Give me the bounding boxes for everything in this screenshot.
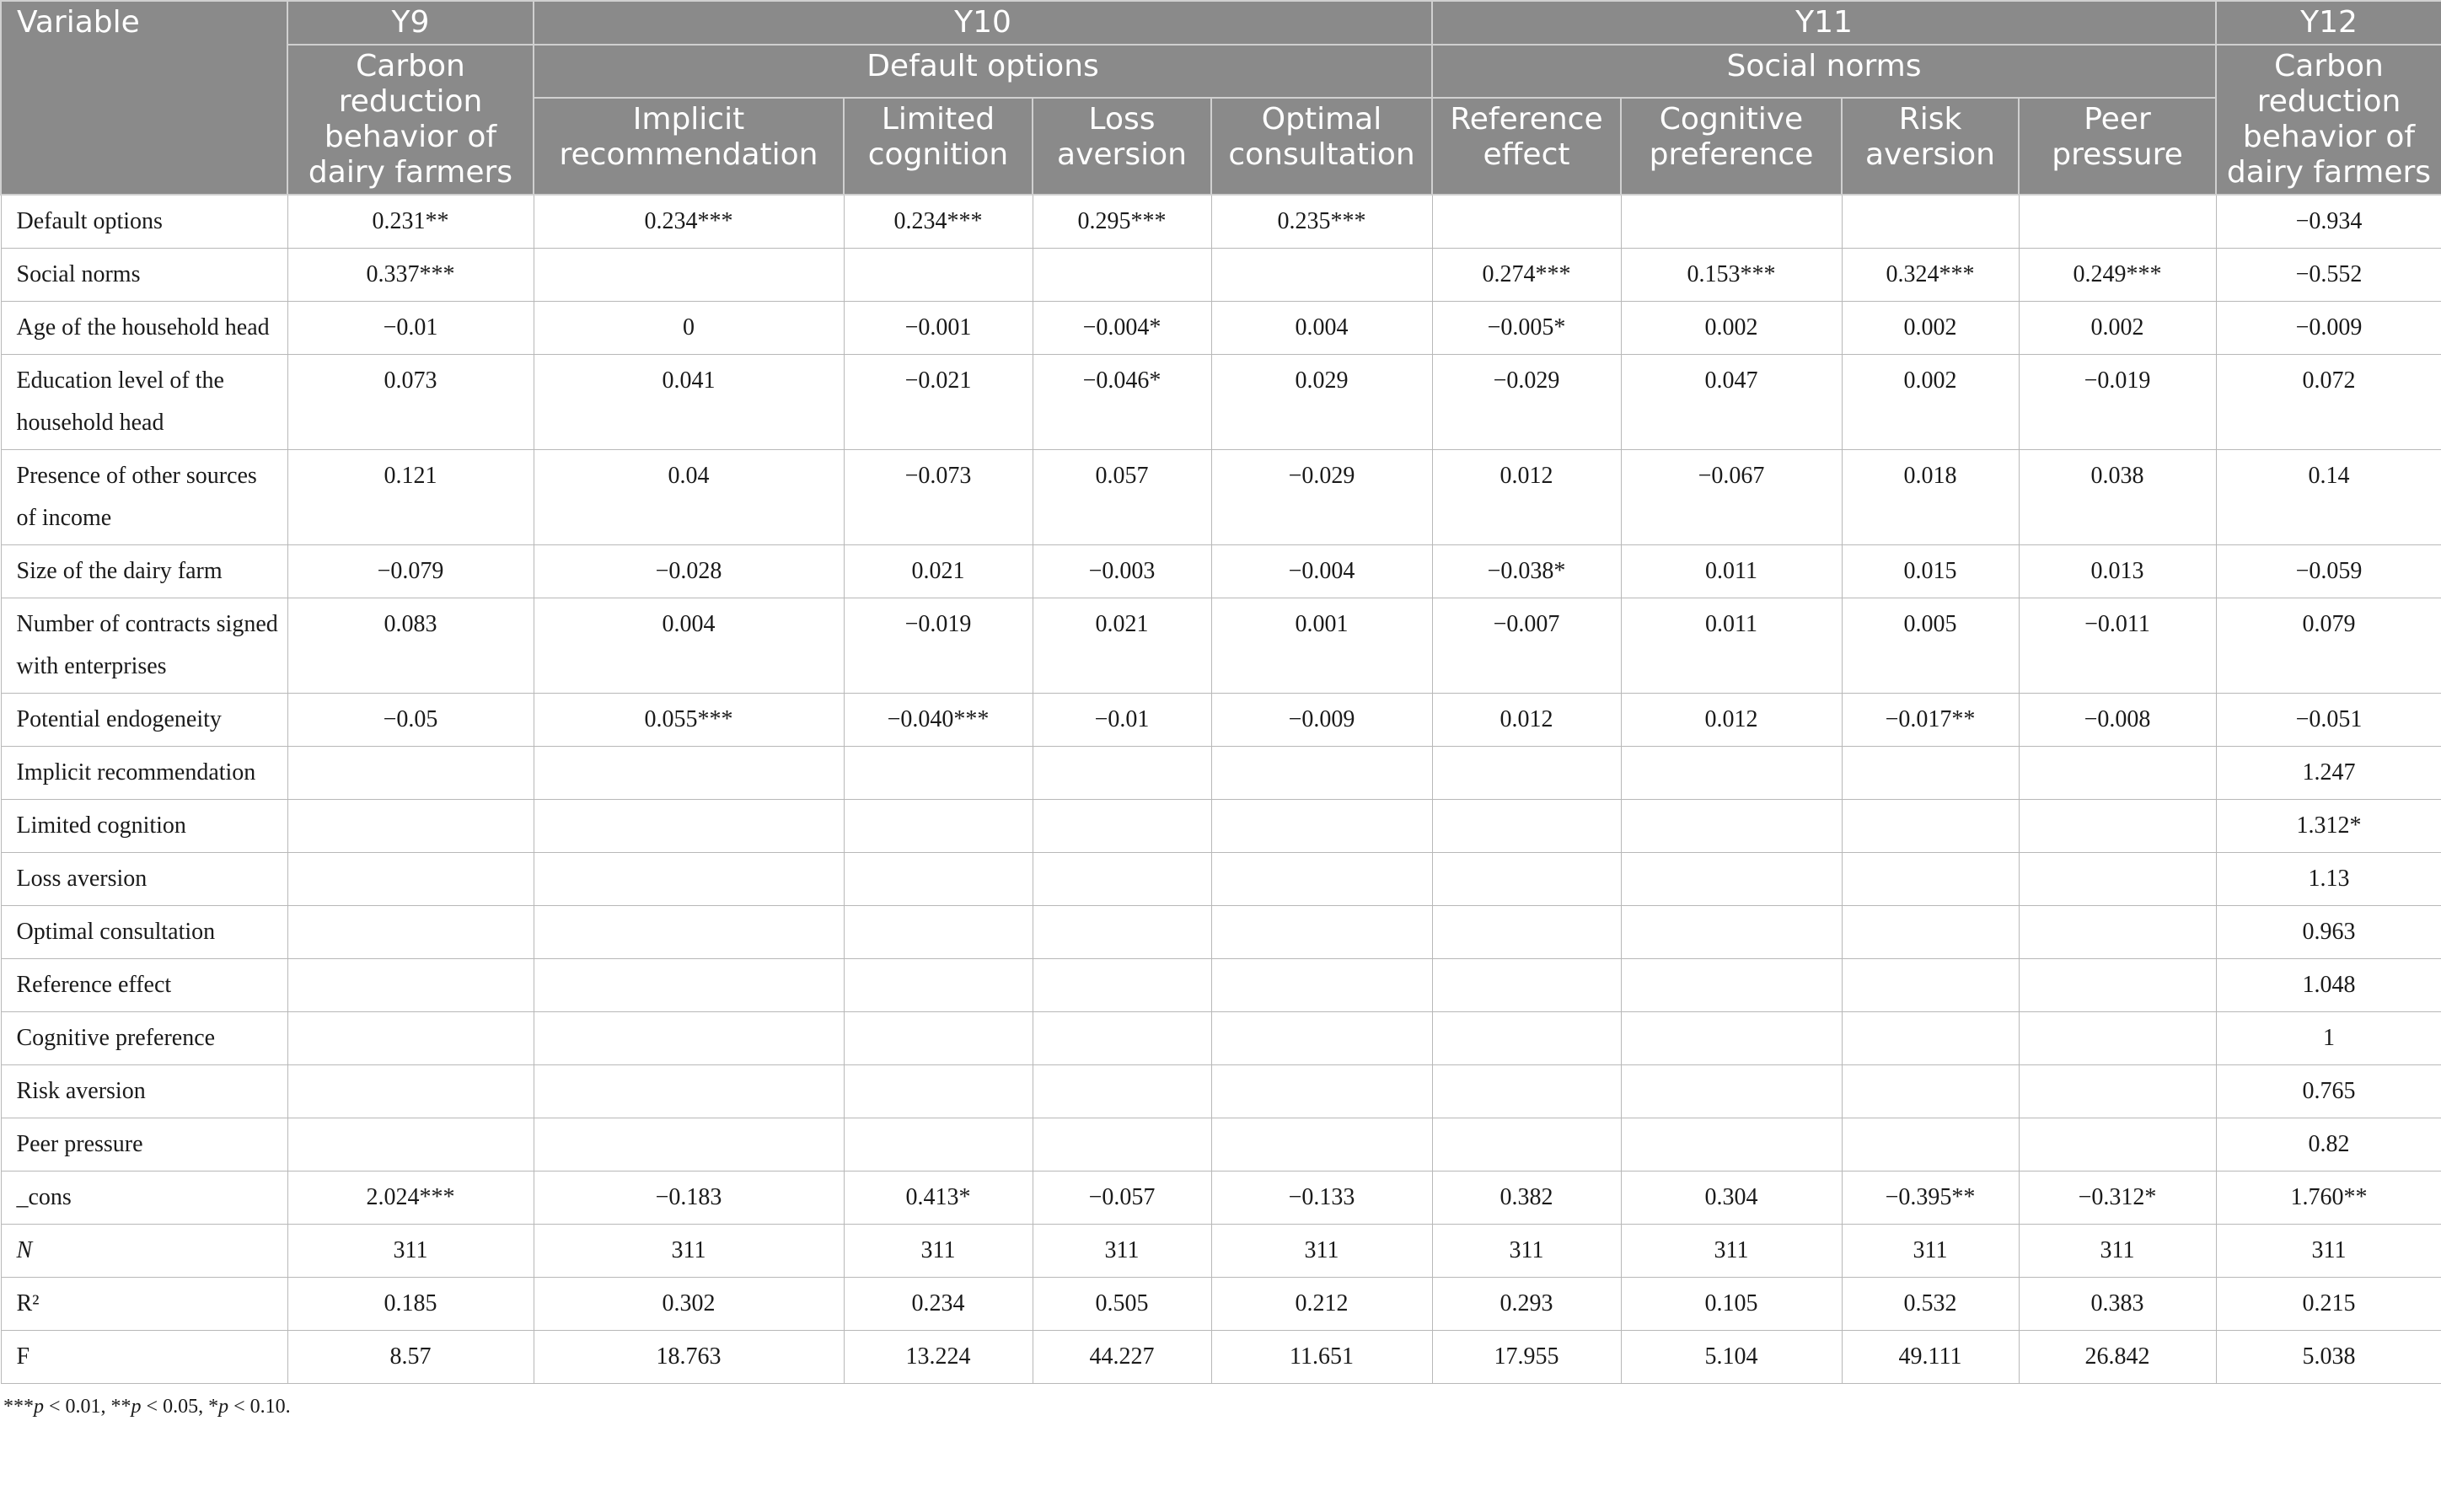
table-cell (534, 1012, 844, 1065)
table-cell: 0.293 (1432, 1278, 1621, 1331)
table-cell: −0.05 (287, 694, 534, 747)
table-cell (844, 1012, 1033, 1065)
table-cell (1621, 800, 1842, 853)
table-row (1, 1225, 2441, 1278)
table-cell: 0.295*** (1033, 195, 1211, 249)
table-cell: 0.001 (1211, 598, 1432, 694)
table-cell (844, 853, 1033, 906)
table-cell (1432, 747, 1621, 800)
header-y12-dependent: Carbon reduction behavior of dairy farmers (2216, 45, 2441, 195)
table-cell: 311 (1621, 1225, 1842, 1278)
row-label: _cons (1, 1172, 287, 1225)
table-cell: −0.046* (1033, 355, 1211, 450)
table-row (1, 355, 2441, 450)
row-label: R² (1, 1278, 287, 1331)
table-cell: 1 (2216, 1012, 2441, 1065)
table-cell (844, 1065, 1033, 1118)
table-cell: 0.011 (1621, 598, 1842, 694)
table-cell: 0.505 (1033, 1278, 1211, 1331)
row-label: Presence of other sources of income (1, 450, 287, 545)
table-cell: −0.017** (1842, 694, 2019, 747)
table-cell (2019, 853, 2216, 906)
table-cell (844, 1118, 1033, 1172)
table-cell: 1.048 (2216, 959, 2441, 1012)
header-cognitive-preference: Cognitive preference (1621, 98, 1842, 195)
table-cell: 311 (1432, 1225, 1621, 1278)
table-cell (1211, 1118, 1432, 1172)
header-limited-cognition: Limited cognition (844, 98, 1033, 195)
table-cell: 0.121 (287, 450, 534, 545)
table-cell (1211, 959, 1432, 1012)
table-row (1, 450, 2441, 545)
row-label: Social norms (1, 249, 287, 302)
table-cell (2019, 1065, 2216, 1118)
header-peer-pressure: Peer pressure (2019, 98, 2216, 195)
table-cell (2019, 906, 2216, 959)
table-cell (844, 800, 1033, 853)
header-variable: Variable (1, 1, 287, 195)
table-cell: −0.019 (2019, 355, 2216, 450)
table-cell: 1.760** (2216, 1172, 2441, 1225)
table-cell: 0.002 (1842, 355, 2019, 450)
table-cell: −0.312* (2019, 1172, 2216, 1225)
table-cell (2019, 959, 2216, 1012)
table-cell: 49.111 (1842, 1331, 2019, 1384)
table-cell: −0.067 (1621, 450, 1842, 545)
table-cell: 0.212 (1211, 1278, 1432, 1331)
table-cell (1432, 800, 1621, 853)
table-cell (287, 1012, 534, 1065)
header-optimal-consultation: Optimal consultation (1211, 98, 1432, 195)
table-cell: −0.004 (1211, 545, 1432, 598)
table-row (1, 195, 2441, 249)
table-row (1, 906, 2441, 959)
table-cell: 0.235*** (1211, 195, 1432, 249)
row-label: Education level of the household head (1, 355, 287, 450)
table-cell: 311 (844, 1225, 1033, 1278)
table-cell: 0.012 (1432, 694, 1621, 747)
table-cell: 0.073 (287, 355, 534, 450)
table-cell (844, 747, 1033, 800)
table-cell: 0.14 (2216, 450, 2441, 545)
table-cell (534, 853, 844, 906)
table-cell (1621, 853, 1842, 906)
table-cell: −0.001 (844, 302, 1033, 355)
header-y10-dependent: Default options (534, 45, 1432, 98)
header-loss-aversion: Loss aversion (1033, 98, 1211, 195)
row-label: Potential endogeneity (1, 694, 287, 747)
table-cell: 0.231** (287, 195, 534, 249)
table-cell: 0.234*** (534, 195, 844, 249)
table-cell: 311 (1211, 1225, 1432, 1278)
row-label: Cognitive preference (1, 1012, 287, 1065)
table-cell (1621, 747, 1842, 800)
table-cell (1432, 906, 1621, 959)
table-cell: −0.552 (2216, 249, 2441, 302)
table-cell: 0.072 (2216, 355, 2441, 450)
table-cell: −0.079 (287, 545, 534, 598)
table-cell (1842, 800, 2019, 853)
table-cell: 2.024*** (287, 1172, 534, 1225)
table-cell: 0.029 (1211, 355, 1432, 450)
table-cell (1033, 747, 1211, 800)
table-row (1, 800, 2441, 853)
table-cell (1211, 800, 1432, 853)
table-cell (2019, 747, 2216, 800)
table-row (1, 1331, 2441, 1384)
table-row (1, 1172, 2441, 1225)
table-cell (1621, 959, 1842, 1012)
table-cell: 1.247 (2216, 747, 2441, 800)
table-cell (1842, 853, 2019, 906)
table-cell (1211, 747, 1432, 800)
table-cell (1033, 906, 1211, 959)
table-cell: −0.051 (2216, 694, 2441, 747)
table-cell (1033, 1012, 1211, 1065)
table-cell: −0.934 (2216, 195, 2441, 249)
table-cell: −0.009 (1211, 694, 1432, 747)
table-cell: −0.01 (1033, 694, 1211, 747)
table-cell (1033, 800, 1211, 853)
row-label: Limited cognition (1, 800, 287, 853)
table-cell (1621, 1118, 1842, 1172)
significance-footnote: ***p < 0.01, **p < 0.05, *p < 0.10. (3, 1396, 291, 1418)
table-body (1, 195, 2441, 1384)
table-cell: 0 (534, 302, 844, 355)
table-cell (534, 1118, 844, 1172)
table-cell (534, 1065, 844, 1118)
table-cell: 8.57 (287, 1331, 534, 1384)
table-cell (1432, 853, 1621, 906)
row-label: Reference effect (1, 959, 287, 1012)
table-cell (1842, 747, 2019, 800)
table-cell (1621, 195, 1842, 249)
table-cell (534, 906, 844, 959)
table-cell: 0.324*** (1842, 249, 2019, 302)
header-y11-dependent: Social norms (1432, 45, 2216, 98)
header-risk-aversion: Risk aversion (1842, 98, 2019, 195)
table-cell: 0.004 (534, 598, 844, 694)
table-cell (1842, 1012, 2019, 1065)
table-cell: −0.007 (1432, 598, 1621, 694)
table-cell (2019, 800, 2216, 853)
table-cell (1432, 195, 1621, 249)
table-cell (1211, 1012, 1432, 1065)
row-label: Number of contracts signed with enterprises (1, 598, 287, 694)
table-cell: 0.215 (2216, 1278, 2441, 1331)
table-cell: 0.002 (1621, 302, 1842, 355)
table-row (1, 747, 2441, 800)
header-y9: Y9 (287, 1, 534, 45)
table-cell: 0.382 (1432, 1172, 1621, 1225)
table-cell: 0.153*** (1621, 249, 1842, 302)
table-cell: 0.383 (2019, 1278, 2216, 1331)
table-header (1, 1, 2441, 195)
table-cell (1432, 1065, 1621, 1118)
table-cell: 0.274*** (1432, 249, 1621, 302)
row-label: Optimal consultation (1, 906, 287, 959)
table-cell (534, 747, 844, 800)
table-cell: 11.651 (1211, 1331, 1432, 1384)
table-cell (1842, 959, 2019, 1012)
table-cell (534, 800, 844, 853)
table-cell: 311 (287, 1225, 534, 1278)
table-cell: 0.963 (2216, 906, 2441, 959)
table-cell: 0.002 (2019, 302, 2216, 355)
table-row (1, 545, 2441, 598)
table-cell: 0.249*** (2019, 249, 2216, 302)
table-cell (1211, 853, 1432, 906)
table-cell (1432, 1118, 1621, 1172)
table-cell (287, 1065, 534, 1118)
table-cell: −0.029 (1432, 355, 1621, 450)
table-cell: 1.13 (2216, 853, 2441, 906)
table-cell: 0.302 (534, 1278, 844, 1331)
row-label: Size of the dairy farm (1, 545, 287, 598)
table-cell: 0.04 (534, 450, 844, 545)
table-cell: −0.040*** (844, 694, 1033, 747)
table-cell (287, 747, 534, 800)
table-cell: 17.955 (1432, 1331, 1621, 1384)
table-cell: −0.057 (1033, 1172, 1211, 1225)
table-cell (1033, 1065, 1211, 1118)
table-cell: 13.224 (844, 1331, 1033, 1384)
table-cell (1842, 1118, 2019, 1172)
table-cell: −0.005* (1432, 302, 1621, 355)
table-cell: 311 (2216, 1225, 2441, 1278)
table-cell (1621, 906, 1842, 959)
table-cell: 0.055*** (534, 694, 844, 747)
table-cell: 0.185 (287, 1278, 534, 1331)
table-cell (1033, 1118, 1211, 1172)
row-label: Default options (1, 195, 287, 249)
table-cell: 0.413* (844, 1172, 1033, 1225)
table-cell (2019, 195, 2216, 249)
table-cell (1033, 959, 1211, 1012)
table-cell: 0.079 (2216, 598, 2441, 694)
table-cell (844, 249, 1033, 302)
table-cell: 44.227 (1033, 1331, 1211, 1384)
table-cell: 0.021 (844, 545, 1033, 598)
table-cell: 0.005 (1842, 598, 2019, 694)
table-cell (1432, 959, 1621, 1012)
table-cell: −0.073 (844, 450, 1033, 545)
table-cell (1621, 1065, 1842, 1118)
table-cell: 311 (534, 1225, 844, 1278)
table-cell (287, 800, 534, 853)
table-cell: 0.304 (1621, 1172, 1842, 1225)
table-cell (2019, 1118, 2216, 1172)
table-row (1, 249, 2441, 302)
table-cell (287, 959, 534, 1012)
table-cell (287, 853, 534, 906)
table-cell: −0.029 (1211, 450, 1432, 545)
table-cell: −0.021 (844, 355, 1033, 450)
table-cell: −0.01 (287, 302, 534, 355)
table-row (1, 959, 2441, 1012)
table-row (1, 1278, 2441, 1331)
table-cell: −0.133 (1211, 1172, 1432, 1225)
table-cell: −0.019 (844, 598, 1033, 694)
table-cell (1432, 1012, 1621, 1065)
table-cell: 0.105 (1621, 1278, 1842, 1331)
header-y11: Y11 (1432, 1, 2216, 45)
table-row (1, 853, 2441, 906)
table-cell: 0.011 (1621, 545, 1842, 598)
table-cell (1211, 249, 1432, 302)
table-cell: 5.038 (2216, 1331, 2441, 1384)
table-cell: 0.012 (1621, 694, 1842, 747)
table-cell: −0.009 (2216, 302, 2441, 355)
table-row (1, 598, 2441, 694)
table-row (1, 302, 2441, 355)
table-cell: 0.018 (1842, 450, 2019, 545)
table-cell: −0.003 (1033, 545, 1211, 598)
table-cell (287, 906, 534, 959)
table-cell (1211, 1065, 1432, 1118)
table-cell: 0.532 (1842, 1278, 2019, 1331)
table-row (1, 1012, 2441, 1065)
table-cell (287, 1118, 534, 1172)
header-y9-dependent: Carbon reduction behavior of dairy farmers (287, 45, 534, 195)
row-label: Age of the household head (1, 302, 287, 355)
table-cell: 0.234 (844, 1278, 1033, 1331)
table-cell: 0.021 (1033, 598, 1211, 694)
table-row (1, 1118, 2441, 1172)
table-cell: −0.011 (2019, 598, 2216, 694)
table-cell (1033, 249, 1211, 302)
table-cell: 0.047 (1621, 355, 1842, 450)
table-cell (2019, 1012, 2216, 1065)
table-cell (1033, 853, 1211, 906)
table-cell: 0.012 (1432, 450, 1621, 545)
row-label: Risk aversion (1, 1065, 287, 1118)
table-cell (1842, 195, 2019, 249)
table-cell: 0.002 (1842, 302, 2019, 355)
table-cell: 1.312* (2216, 800, 2441, 853)
table-cell: 311 (2019, 1225, 2216, 1278)
table-cell: 0.82 (2216, 1118, 2441, 1172)
header-row-dependents (1, 45, 2441, 98)
table-row (1, 1065, 2441, 1118)
table-cell: 26.842 (2019, 1331, 2216, 1384)
table-cell: −0.183 (534, 1172, 844, 1225)
table-cell: 0.038 (2019, 450, 2216, 545)
header-y10: Y10 (534, 1, 1432, 45)
table-cell: −0.059 (2216, 545, 2441, 598)
table-cell (844, 959, 1033, 1012)
header-y12: Y12 (2216, 1, 2441, 45)
table-cell: −0.395** (1842, 1172, 2019, 1225)
table-cell (1842, 1065, 2019, 1118)
header-row-models (1, 1, 2441, 45)
table-cell: −0.004* (1033, 302, 1211, 355)
table-cell: 0.015 (1842, 545, 2019, 598)
table-cell (534, 249, 844, 302)
header-reference-effect: Reference effect (1432, 98, 1621, 195)
row-label: N (1, 1225, 287, 1278)
table-cell: 0.004 (1211, 302, 1432, 355)
table-cell: 311 (1033, 1225, 1211, 1278)
table-cell: −0.008 (2019, 694, 2216, 747)
row-label: Implicit recommendation (1, 747, 287, 800)
table-cell: 0.337*** (287, 249, 534, 302)
table-cell: 5.104 (1621, 1331, 1842, 1384)
header-implicit-recommendation: Implicit recommendation (534, 98, 844, 195)
table-cell (844, 906, 1033, 959)
table-cell: 311 (1842, 1225, 2019, 1278)
row-label: Peer pressure (1, 1118, 287, 1172)
table-cell: 0.057 (1033, 450, 1211, 545)
row-label: F (1, 1331, 287, 1384)
table-cell (534, 959, 844, 1012)
table-cell: 0.013 (2019, 545, 2216, 598)
table-row (1, 694, 2441, 747)
table-cell (1211, 906, 1432, 959)
table-cell: −0.038* (1432, 545, 1621, 598)
table-cell: 18.763 (534, 1331, 844, 1384)
table-cell: 0.765 (2216, 1065, 2441, 1118)
table-cell: 0.234*** (844, 195, 1033, 249)
table-cell (1621, 1012, 1842, 1065)
table-cell (1842, 906, 2019, 959)
table-cell: −0.028 (534, 545, 844, 598)
table-cell: 0.083 (287, 598, 534, 694)
table-cell: 0.041 (534, 355, 844, 450)
row-label: Loss aversion (1, 853, 287, 906)
